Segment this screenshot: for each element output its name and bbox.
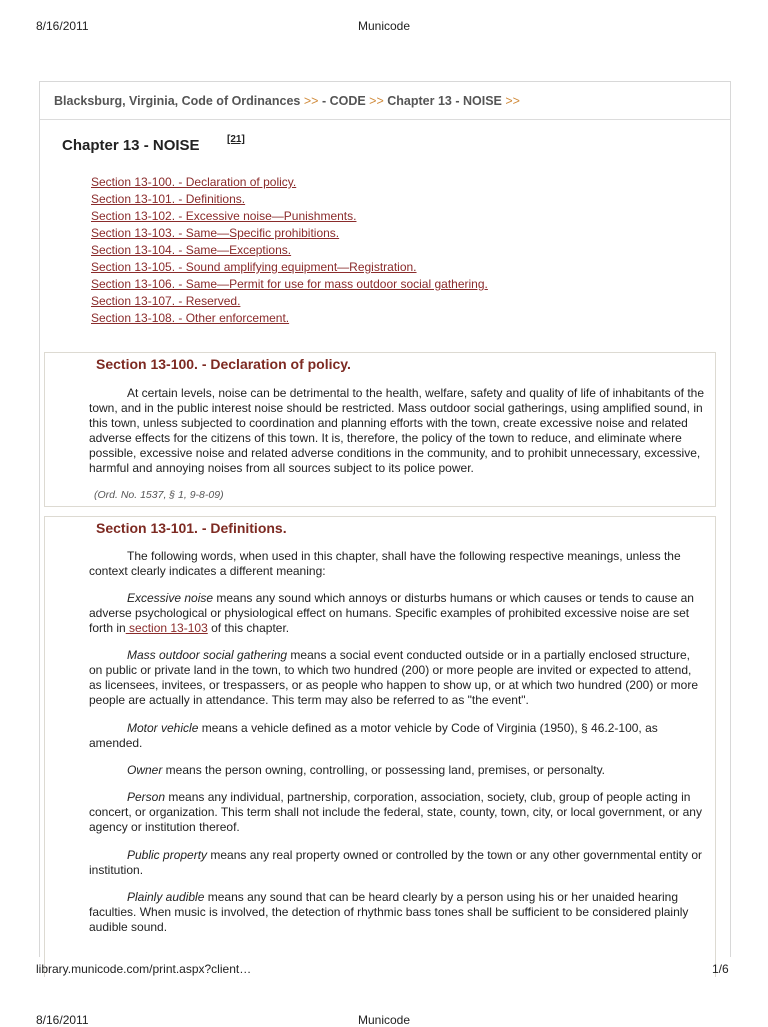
footnote-link[interactable]: [21] [227,134,245,145]
section-13-103-link[interactable]: section 13-103 [125,621,208,635]
section-13-100-body: At certain levels, noise can be detrimental to the health, welfare, safety and quality of life of inhabitants of the town, and in the public interest noise should be restricted. Mass outdoor social gatherings, using amplified sound, in this town, unless subjected to coordination and planning efforts with the town, create excessive noise and related adverse effects for the citizens of this town. It is, therefore, the policy of the town to reduce, and eliminate where possible, excessive noise and related adverse conditions in the community, and to prohibit unnecessary, excessive, harmful and annoying noises from all sources subject to its police power. [89,386,705,475]
definition-public-property [89,848,705,878]
toc-link-13-106[interactable]: Section 13-106. - Same—Permit for use for mass outdoor social gathering. [91,277,488,291]
definition-term: Motor vehicle [127,721,199,735]
definition-term: Excessive noise [127,591,214,605]
definition-text: means the person owning, controlling, or possessing land, premises, or personalty. [162,763,606,777]
toc-link-13-101[interactable]: Section 13-101. - Definitions. [91,192,246,206]
section-13-100-citation: (Ord. No. 1537, § 1, 9-8-09) [94,489,224,501]
definition-text: means any real property owned or controlled by the town or any other governmental entity or institution. [89,848,702,877]
definition-text: means a social event conducted outside or in a partially enclosed structure, on public or private land in the town, to which two hundred (200) or more people are invited or expected to attend, as licensees, invitees, or trespassers, or as people who happen to show up, or at which two hundred (200) or more people are actually in attendance. This term may also be referred to as "the event". [89,648,698,707]
definitions-intro: The following words, when used in this chapter, shall have the following respective meanings, unless the context clearly indicates a different meaning: [89,549,681,578]
definition-excessive-noise [89,591,705,636]
definition-term: Owner [127,763,163,777]
definition-term: Public property [127,848,208,862]
breadcrumb-separator: >> [303,94,319,108]
definition-mass-outdoor-social-gathering [89,648,705,708]
breadcrumb-separator: >> [505,94,520,108]
breadcrumb-link-chapter[interactable]: Chapter 13 - NOISE [387,94,502,108]
next-page-date: 8/16/2011 [36,1013,89,1027]
breadcrumb [40,82,730,120]
definition-plainly-audible [89,890,705,935]
definition-text: means any sound which annoys or disturbs humans or which causes or tends to cause an adverse psychological or physiological effect on humans. Specific examples of prohibited excessive noise are set forth in [89,591,694,635]
definition-person [89,790,705,835]
definition-owner [89,763,705,778]
breadcrumb-link-code-of-ordinances[interactable]: Blacksburg, Virginia, Code of Ordinances [54,94,301,108]
toc-link-13-100[interactable]: Section 13-100. - Declaration of policy. [91,175,297,189]
chapter-title: Chapter 13 - NOISE [62,137,200,154]
definition-text: means any individual, partnership, corporation, association, society, club, group of people acting in concert, or organization. This term shall not include the federal, state, county, town, city, or local government, or any agency or institution thereof. [89,790,702,834]
section-13-101-title: Section 13-101. - Definitions. [96,520,287,536]
definition-text: means any sound that can be heard clearly by a person using his or her unaided hearing faculties. When music is involved, the detection of rhythmic bass tones shall be sufficient to be considered plainly audible sound. [89,890,689,934]
breadcrumb-link-code[interactable]: - CODE [321,94,366,108]
toc-link-13-105[interactable]: Section 13-105. - Sound amplifying equipment—Registration. [91,260,417,274]
toc-link-13-107[interactable]: Section 13-107. - Reserved. [91,294,241,308]
print-date: 8/16/2011 [36,19,89,33]
section-13-100-title: Section 13-100. - Declaration of policy. [96,356,351,372]
toc-link-13-108[interactable]: Section 13-108. - Other enforcement. [91,311,290,325]
toc-link-13-103[interactable]: Section 13-103. - Same—Specific prohibitions. [91,226,340,240]
toc-link-13-102[interactable]: Section 13-102. - Excessive noise—Punishments. [91,209,357,223]
definition-motor-vehicle [89,721,705,751]
page-number: 1/6 [712,962,729,976]
definition-term: Person [127,790,166,804]
section-13-100-box [44,352,716,507]
definition-text: means a vehicle defined as a motor vehicle by Code of Virginia (1950), § 46.2-100, as amended. [89,721,658,750]
print-url: library.municode.com/print.aspx?client… [36,962,252,976]
toc-link-13-104[interactable]: Section 13-104. - Same—Exceptions. [91,243,292,257]
section-toc [91,174,488,327]
print-site-title: Municode [358,19,411,33]
breadcrumb-separator: >> [369,94,384,108]
definition-text: of this chapter. [207,621,290,635]
next-page-site-title: Municode [358,1013,411,1027]
definition-term: Mass outdoor social gathering [127,648,288,662]
section-13-101-box [44,516,716,977]
definition-term: Plainly audible [127,890,205,904]
